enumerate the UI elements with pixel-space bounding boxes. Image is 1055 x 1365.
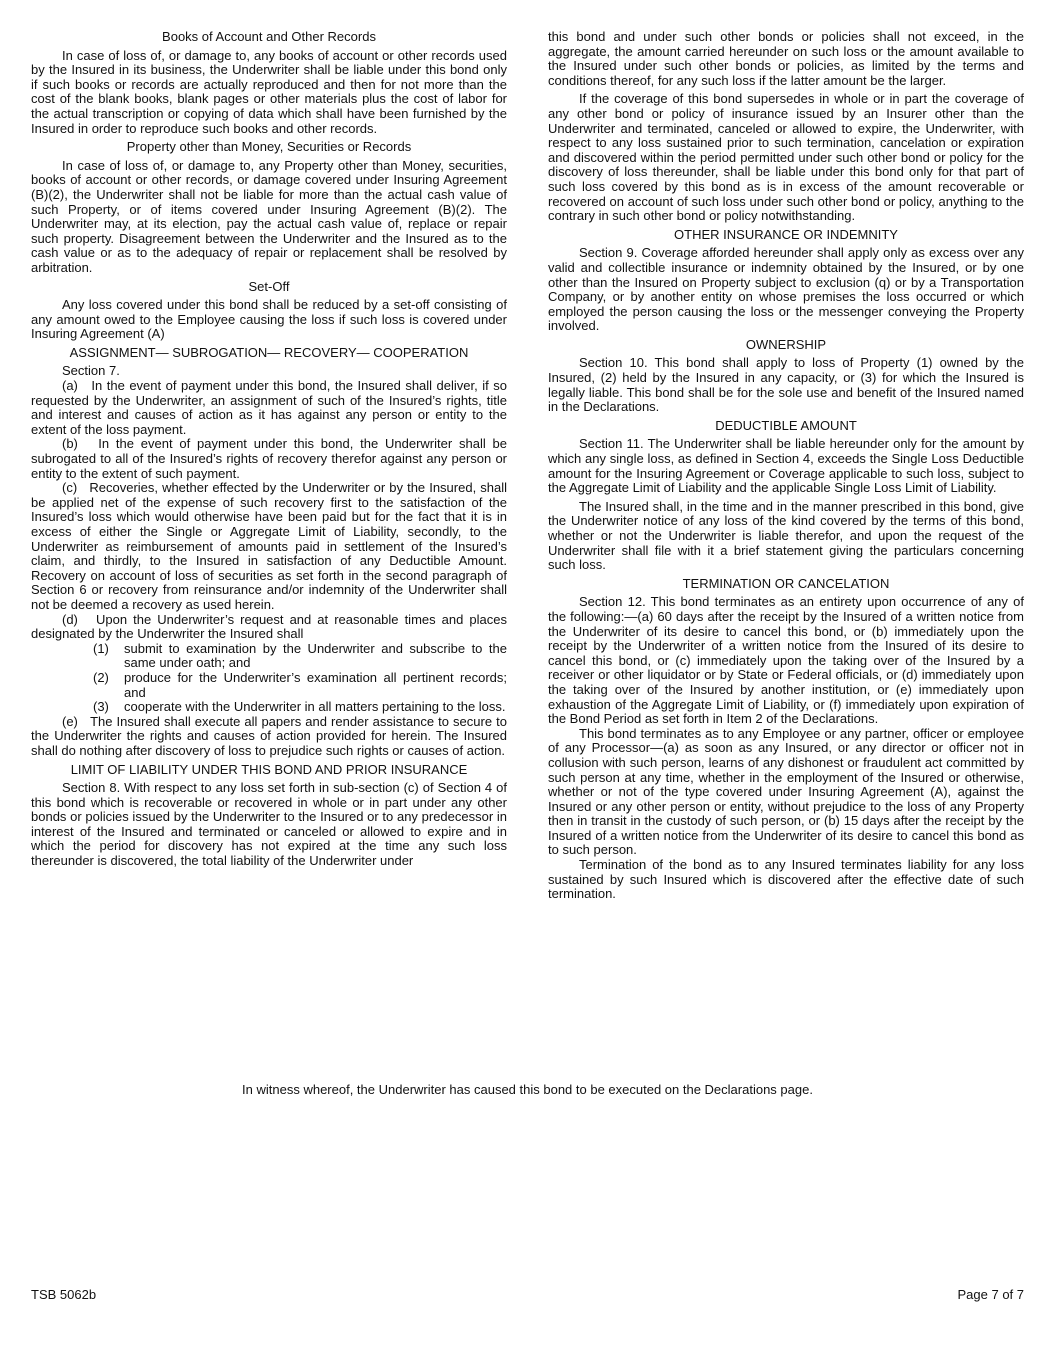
list-item-number: (3) bbox=[93, 699, 109, 715]
property-heading: Property other than Money, Securities or Records bbox=[126, 139, 412, 155]
section11-paragraph: Section 11. The Underwriter shall be liable hereunder only for the amount by which any single loss, as defined in Section 4, exceeds the Single Loss Deductible amount for the Insuring Agreement or Coverage applicable to such loss, subject to the Aggregate Limit of Liability and the applicable Single Loss Limit of Liability. bbox=[548, 436, 1024, 496]
employee-termination-paragraph: This bond terminates as to any Employee or any partner, officer or employee of any Processor—(a) as soon as any Insured, or any director or officer not in collusion with such person, learns of any dishonest or fraudulent act committed by such person at any time, whether in the employment of the Insured or otherwise, whether or not of the type covered under Insuring Agreement (A), against the Insured or any other person or entity, without prejudice to the loss of any Property then in transit in the custody of such person, or (b) 15 days after the receipt by the Insured of a written notice from the Underwriter of its desire to cancel this bond as to such person. bbox=[548, 725, 1024, 858]
books-paragraph: In case of loss of, or damage to, any books of account or other records used by the Insured in its business, the Underwriter shall be liable under this bond only if such books or records are actually reproduced and then for not more than the cost of the blank books, blank pages or other materials plus the cost of labor for the actual transcription or copying of data which shall have been furnished by the Insured in order to reproduce such books and other records. bbox=[31, 47, 507, 136]
books-heading: Books of Account and Other Records bbox=[162, 29, 376, 44]
list-item-number: (1) bbox=[93, 640, 109, 656]
assignment-heading: ASSIGNMENT— SUBROGATION— RECOVERY— COOPERATION bbox=[69, 344, 469, 360]
section7-d: (d) Upon the Underwriter’s request and at reasonable times and places designated by the Underwriter the Insured shall bbox=[31, 611, 507, 642]
supersede-paragraph: If the coverage of this bond supersedes in whole or in part the coverage of any other bond or policy of insurance issued by an Insurer other than the Underwriter and terminated, canceled or allowed to expire, the Underwriter, with respect to any loss sustained prior to such termination, cancelation or expiration and discovered within the period permitted under such other bond or policy for the discovery of loss thereunder, shall be liable under this bond only for that part of such loss covered by this bond as is in excess of the amount recoverable or recovered on account of such loss under such other bond or policy, anything to the contrary in such other bond or policy notwithstanding. bbox=[548, 91, 1024, 224]
limit-heading: LIMIT OF LIABILITY UNDER THIS BOND AND PRIOR INSURANCE bbox=[70, 761, 468, 777]
ownership-heading: OWNERSHIP bbox=[745, 336, 827, 352]
section8-paragraph: Section 8. With respect to any loss set forth in sub-section (c) of Section 4 of this bond which is recoverable or recovered in whole or in part under any other bonds or policies issued by the Underwriter to the Insured or to any predecessor in interest of the Insured and terminated or canceled or allowed to expire and in which the period for discovery has not expired at the time any such loss thereunder is discovered, the total liability of the Underwriter under bbox=[31, 780, 507, 869]
section9-paragraph: Section 9. Coverage afforded hereunder shall apply only as excess over any valid and collectible insurance or indemnity obtained by the Insured, or by one other than the Insured on Property subject to exclusion (q) or by a Transportation Company, or by another entity on whose premises the loss occurred or which employed the person causing the loss or the messenger conveying the Property involved. bbox=[548, 245, 1024, 334]
property-paragraph: In case of loss of, or damage to, any Property other than Money, securities, books of account or other records, or damage covered under Insuring Agreement (B)(2), the Underwriter shall not be liable for more than the actual cash value of such Property, or of items covered under Insuring Agreement (B)(2). The Underwriter may, at its election, pay the actual cash value of, replace or repair such property. Disagreement between the Underwriter and the Insured as to the cash value or as to the adequacy of repair or replacement shall be resolved by arbitration. bbox=[31, 157, 507, 275]
other-insurance-heading: OTHER INSURANCE OR INDEMNITY bbox=[674, 226, 898, 242]
form-number: TSB 5062b bbox=[31, 1287, 97, 1302]
list-item-text: submit to examination by the Underwriter and subscribe to the same under oath; and bbox=[124, 640, 507, 671]
setoff-heading: Set-Off bbox=[248, 278, 290, 294]
list-item-text: produce for the Underwriter’s examination all pertinent records; and bbox=[124, 669, 507, 700]
notice-paragraph: The Insured shall, in the time and in the manner prescribed in this bond, give the Underwriter notice of any loss of the kind covered by the terms of this bond, whether or not the Underwriter is liable therefor, and upon the request of the Underwriter shall file with it a brief statement giving the particulars concerning such loss. bbox=[548, 498, 1024, 573]
termination-heading: TERMINATION OR CANCELATION bbox=[682, 575, 890, 591]
list-item bbox=[31, 700, 507, 715]
list-item-number: (2) bbox=[93, 669, 109, 685]
section7-e: (e) The Insured shall execute all papers and render assistance to secure to the Underwriter the rights and causes of action provided for herein. The Insured shall do nothing after discovery of loss to prejudice such rights or causes of action. bbox=[31, 713, 507, 758]
section12-paragraph: Section 12. This bond terminates as an entirety upon occurrence of any of the following:—(a) 60 days after the receipt by the Insured of a written notice from the Underwriter of its desire to cancel this bond, or (b) immediately upon the receipt by the Underwriter of a written notice from the Insured of its desire to cancel this bond, or (c) immediately upon the taking over of the Insured by a receiver or other liquidator or by State or Federal officials, or (d) immediately upon the taking over of the Insured by another institution, or (e) immediately upon exhaustion of the Aggregate Limit of Liability, or (f) immediately upon expiration of the Bond Period as set forth in Item 2 of the Declarations. bbox=[548, 594, 1024, 727]
insured-termination-paragraph: Termination of the bond as to any Insured terminates liability for any loss sustained by such Insured which is discovered after the effective date of such termination. bbox=[548, 857, 1024, 902]
section7-b: (b) In the event of payment under this bond, the Underwriter shall be subrogated to all of the Insured’s rights of recovery therefor against any person or entity to the extent of such payment. bbox=[31, 436, 507, 481]
left-column bbox=[31, 30, 507, 873]
list-item-text: cooperate with the Underwriter in all matters pertaining to the loss. bbox=[124, 699, 506, 715]
section7-label: Section 7. bbox=[62, 363, 120, 379]
setoff-paragraph: Any loss covered under this bond shall be reduced by a set-off consisting of any amount owed to the Employee causing the loss if such loss is covered under Insuring Agreement (A) bbox=[31, 297, 507, 342]
right-column bbox=[548, 30, 1024, 902]
witness-statement: In witness whereof, the Underwriter has caused this bond to be executed on the Declarations page. bbox=[242, 1082, 813, 1097]
deductible-heading: DEDUCTIBLE AMOUNT bbox=[715, 417, 857, 433]
list-item bbox=[31, 671, 507, 700]
section7-a: (a) In the event of payment under this bond, the Insured shall deliver, if so requested by the Underwriter, an assignment of such of the Insured’s rights, title and interest and causes of action as it has against any person or entity to the extent of the loss payment. bbox=[31, 378, 507, 437]
list-item bbox=[31, 642, 507, 671]
section10-paragraph: Section 10. This bond shall apply to loss of Property (1) owned by the Insured, (2) held by the Insured in any capacity, or (3) for which the Insured is legally liable. This bond shall be for the sole use and benefit of the Insured named in the Declarations. bbox=[548, 355, 1024, 415]
section7-c: (c) Recoveries, whether effected by the Underwriter or by the Insured, shall be applied net of the expense of such recovery first to the satisfaction of the Insured’s loss which would otherwise have been paid but for the fact that it is in excess of either the Single or Aggregate Limit of Liability, secondly, to the Underwriter as reimbursement of amounts paid in settlement of the Insured’s claim, and thirdly, to the Insured in satisfaction of any Deductible Amount. Recovery on account of loss of securities as set forth in the second paragraph of Section 6 or recovery from reinsurance and/or indemnity of the Underwriter shall not be deemed a recovery as used herein. bbox=[31, 480, 507, 612]
page-number: Page 7 of 7 bbox=[957, 1287, 1024, 1302]
section8-continued: this bond and under such other bonds or policies shall not exceed, in the aggregate, the amount carried hereunder on such loss or the amount available to the Insured under such other bonds or policies, as limited by the terms and conditions thereof, for any such loss if the latter amount be the larger. bbox=[548, 29, 1024, 88]
